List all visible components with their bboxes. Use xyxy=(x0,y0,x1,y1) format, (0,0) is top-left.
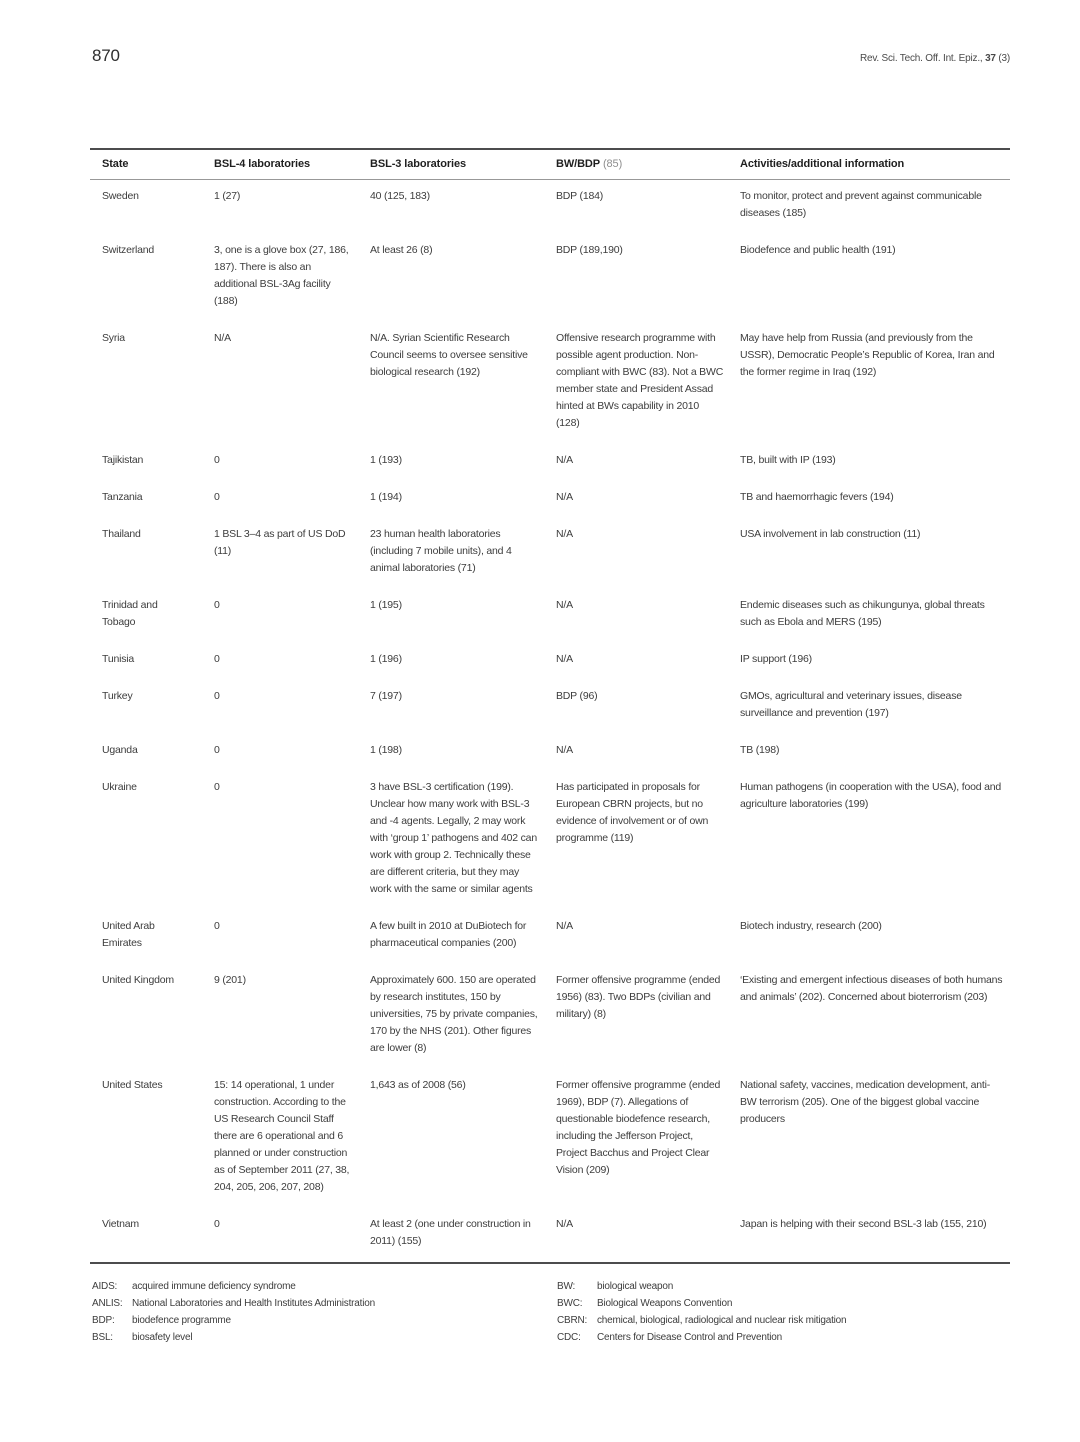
footnote-abbr: BDP: xyxy=(92,1315,115,1326)
column-header-bsl4: BSL-4 laboratories xyxy=(214,158,311,170)
cell-state: Uganda xyxy=(102,744,138,756)
table-row xyxy=(90,589,1010,643)
cell-state: United Arab Emirates xyxy=(102,920,155,949)
table-row xyxy=(90,481,1010,518)
cell-bw_bdp: N/A xyxy=(556,491,573,503)
footnote-abbr: BWC: xyxy=(557,1298,583,1309)
cell-state: Sweden xyxy=(102,190,139,202)
cell-state: Tunisia xyxy=(102,653,135,665)
table-row xyxy=(90,910,1010,964)
footnotes-left xyxy=(92,1278,557,1346)
cell-activities: TB and haemorrhagic fevers (194) xyxy=(740,491,894,503)
abbreviation-footnotes xyxy=(90,1278,1010,1346)
table-row xyxy=(90,643,1010,680)
table-row xyxy=(90,518,1010,589)
cell-activities: May have help from Russia (and previously from the USSR), Democratic People’s Republic of Korea, Iran and the former regime in Iraq (192) xyxy=(740,332,995,378)
footnote-definition: biosafety level xyxy=(132,1332,193,1343)
footnote-item xyxy=(92,1312,557,1329)
page-number: 870 xyxy=(92,46,120,65)
cell-bsl3: 1 (196) xyxy=(370,653,402,665)
journal-reference-volume: 37 xyxy=(985,53,996,64)
cell-state: United States xyxy=(102,1079,163,1091)
cell-state: Syria xyxy=(102,332,125,344)
cell-bsl4: 0 xyxy=(214,491,220,503)
cell-bsl4: 0 xyxy=(214,653,220,665)
cell-activities: Japan is helping with their second BSL-3 lab (155, 210) xyxy=(740,1218,987,1230)
cell-bw_bdp: Offensive research programme with possible agent production. Non-compliant with BWC (83). Not a BWC member state and President Assad hinted at BWs capability in 2010 (128) xyxy=(556,332,724,429)
cell-bsl4: 0 xyxy=(214,920,220,932)
labs-table xyxy=(90,148,1010,1264)
cell-bsl4: 15: 14 operational, 1 under construction. According to the US Research Council Staff there are 6 operational and 6 planned or under construction as of September 2011 (27, 38, 204, 205, 206, 207, 208) xyxy=(214,1079,350,1193)
column-header-bsl3: BSL-3 laboratories xyxy=(370,158,467,170)
cell-bw_bdp: BDP (96) xyxy=(556,690,598,702)
cell-bsl3: 3 have BSL-3 certification (199). Unclear how many work with BSL-3 and -4 agents. Legally, 2 may work with ‘group 1’ pathogens and 402 can work with group 2. Technically these are different criteria, but they may work with the same or similar agents xyxy=(370,781,537,895)
cell-bw_bdp: BDP (189,190) xyxy=(556,244,623,256)
cell-activities: Endemic diseases such as chikungunya, global threats such as Ebola and MERS (195) xyxy=(740,599,985,628)
cell-bsl3: 40 (125, 183) xyxy=(370,190,430,202)
cell-bw_bdp: N/A xyxy=(556,653,573,665)
footnote-item xyxy=(92,1295,557,1312)
cell-bsl4: 0 xyxy=(214,599,220,611)
cell-bsl3: 1 (193) xyxy=(370,454,402,466)
cell-bw_bdp: N/A xyxy=(556,920,573,932)
column-header-state: State xyxy=(102,158,129,170)
footnote-definition: chemical, biological, radiological and nuclear risk mitigation xyxy=(597,1315,847,1326)
journal-reference-issue: (3) xyxy=(995,53,1010,64)
column-header-activities: Activities/additional information xyxy=(740,158,905,170)
cell-state: Trinidad and Tobago xyxy=(102,599,158,628)
cell-bsl4: 1 (27) xyxy=(214,190,241,202)
column-header-bw-bdp-note: (85) xyxy=(600,158,623,170)
cell-bsl3: A few built in 2010 at DuBiotech for pharmaceutical companies (200) xyxy=(370,920,527,949)
footnote-abbr: BW: xyxy=(557,1281,576,1292)
table-row xyxy=(90,964,1010,1069)
cell-bw_bdp: Former offensive programme (ended 1969), BDP (7). Allegations of questionable biodefence research, including the Jefferson Project, Project Bacchus and Project Clear Vision (209) xyxy=(556,1079,721,1176)
table-body xyxy=(90,180,1010,1264)
cell-bw_bdp: N/A xyxy=(556,744,573,756)
table-header-row xyxy=(90,150,1010,180)
table-row xyxy=(90,1208,1010,1262)
footnote-definition: Biological Weapons Convention xyxy=(597,1298,733,1309)
cell-bsl3: 1,643 as of 2008 (56) xyxy=(370,1079,466,1091)
page-header xyxy=(90,46,1010,66)
table-row xyxy=(90,322,1010,444)
cell-bw_bdp: BDP (184) xyxy=(556,190,604,202)
footnote-item xyxy=(92,1278,557,1295)
cell-bsl4: 0 xyxy=(214,1218,220,1230)
footnote-definition: acquired immune deficiency syndrome xyxy=(132,1281,296,1292)
cell-state: Switzerland xyxy=(102,244,155,256)
footnote-item xyxy=(557,1295,1010,1312)
cell-bsl3: At least 26 (8) xyxy=(370,244,433,256)
table-row xyxy=(90,680,1010,734)
cell-bsl4: 3, one is a glove box (27, 186, 187). There is also an additional BSL-3Ag facility (188) xyxy=(214,244,349,307)
footnote-definition: National Laboratories and Health Institutes Administration xyxy=(132,1298,375,1309)
table-row xyxy=(90,734,1010,771)
column-header-bw-bdp-label: BW/BDP xyxy=(556,158,601,170)
cell-bsl3: 23 human health laboratories (including 7 mobile units), and 4 animal laboratories (71) xyxy=(370,528,512,574)
footnote-abbr: CDC: xyxy=(557,1332,581,1343)
cell-bsl3: 1 (194) xyxy=(370,491,402,503)
cell-state: Tanzania xyxy=(102,491,143,503)
cell-bsl4: 0 xyxy=(214,781,220,793)
cell-activities: Biotech industry, research (200) xyxy=(740,920,882,932)
footnote-definition: biodefence programme xyxy=(132,1315,231,1326)
cell-bsl3: N/A. Syrian Scientific Research Council seems to oversee sensitive biological research (192) xyxy=(370,332,528,378)
journal-reference-prefix: Rev. Sci. Tech. Off. Int. Epiz., xyxy=(859,53,986,64)
footnote-definition: biological weapon xyxy=(597,1281,674,1292)
cell-bsl3: 1 (198) xyxy=(370,744,402,756)
cell-state: Turkey xyxy=(102,690,133,702)
cell-activities: GMOs, agricultural and veterinary issues, disease surveillance and prevention (197) xyxy=(740,690,962,719)
cell-bsl3: 1 (195) xyxy=(370,599,402,611)
footnote-abbr: AIDS: xyxy=(92,1281,118,1292)
cell-activities: Human pathogens (in cooperation with the USA), food and agriculture laboratories (199) xyxy=(740,781,1002,810)
cell-state: Tajikistan xyxy=(102,454,144,466)
cell-activities: National safety, vaccines, medication development, anti-BW terrorism (205). One of the biggest global vaccine producers xyxy=(740,1079,991,1125)
cell-activities: To monitor, protect and prevent against communicable diseases (185) xyxy=(740,190,982,219)
journal-reference xyxy=(860,53,1010,64)
cell-bw_bdp: N/A xyxy=(556,528,573,540)
cell-activities: Biodefence and public health (191) xyxy=(740,244,896,256)
footnote-item xyxy=(92,1329,557,1346)
cell-activities: TB (198) xyxy=(740,744,780,756)
cell-state: Vietnam xyxy=(102,1218,139,1230)
footnote-item xyxy=(557,1312,1010,1329)
cell-bsl4: 1 BSL 3–4 as part of US DoD (11) xyxy=(214,528,346,557)
table-row xyxy=(90,180,1010,234)
cell-bsl4: 0 xyxy=(214,744,220,756)
cell-activities: TB, built with IP (193) xyxy=(740,454,836,466)
footnote-abbr: BSL: xyxy=(92,1332,113,1343)
footnote-abbr: ANLIS: xyxy=(92,1298,123,1309)
cell-state: Thailand xyxy=(102,528,141,540)
column-header-bw-bdp xyxy=(556,158,740,170)
cell-activities: ‘Existing and emergent infectious diseases of both humans and animals’ (202). Concerned about bioterrorism (203) xyxy=(740,974,1003,1003)
footnote-item xyxy=(557,1278,1010,1295)
cell-bw_bdp: Has participated in proposals for European CBRN projects, but no evidence of involvement or of own programme (119) xyxy=(556,781,709,844)
cell-bsl3: 7 (197) xyxy=(370,690,402,702)
cell-bw_bdp: N/A xyxy=(556,599,573,611)
cell-bsl3: Approximately 600. 150 are operated by research institutes, 150 by universities, 75 by private companies, 170 by the NHS (201). Other figures are lower (8) xyxy=(370,974,538,1054)
table-row xyxy=(90,771,1010,910)
cell-bsl4: N/A xyxy=(214,332,231,344)
footnote-abbr: CBRN: xyxy=(557,1315,588,1326)
cell-bsl4: 0 xyxy=(214,454,220,466)
table-row xyxy=(90,444,1010,481)
cell-bsl4: 0 xyxy=(214,690,220,702)
cell-state: United Kingdom xyxy=(102,974,174,986)
cell-activities: IP support (196) xyxy=(740,653,812,665)
cell-bsl4: 9 (201) xyxy=(214,974,246,986)
cell-activities: USA involvement in lab construction (11) xyxy=(740,528,921,540)
table-row xyxy=(90,1069,1010,1208)
cell-bw_bdp: N/A xyxy=(556,454,573,466)
footnote-definition: Centers for Disease Control and Prevention xyxy=(597,1332,783,1343)
cell-bsl3: At least 2 (one under construction in 2011) (155) xyxy=(370,1218,531,1247)
cell-bw_bdp: Former offensive programme (ended 1956) (83). Two BDPs (civilian and military) (8) xyxy=(556,974,721,1020)
cell-bw_bdp: N/A xyxy=(556,1218,573,1230)
cell-state: Ukraine xyxy=(102,781,137,793)
footnotes-right xyxy=(557,1278,1010,1346)
footnote-item xyxy=(557,1329,1010,1346)
table-row xyxy=(90,234,1010,322)
